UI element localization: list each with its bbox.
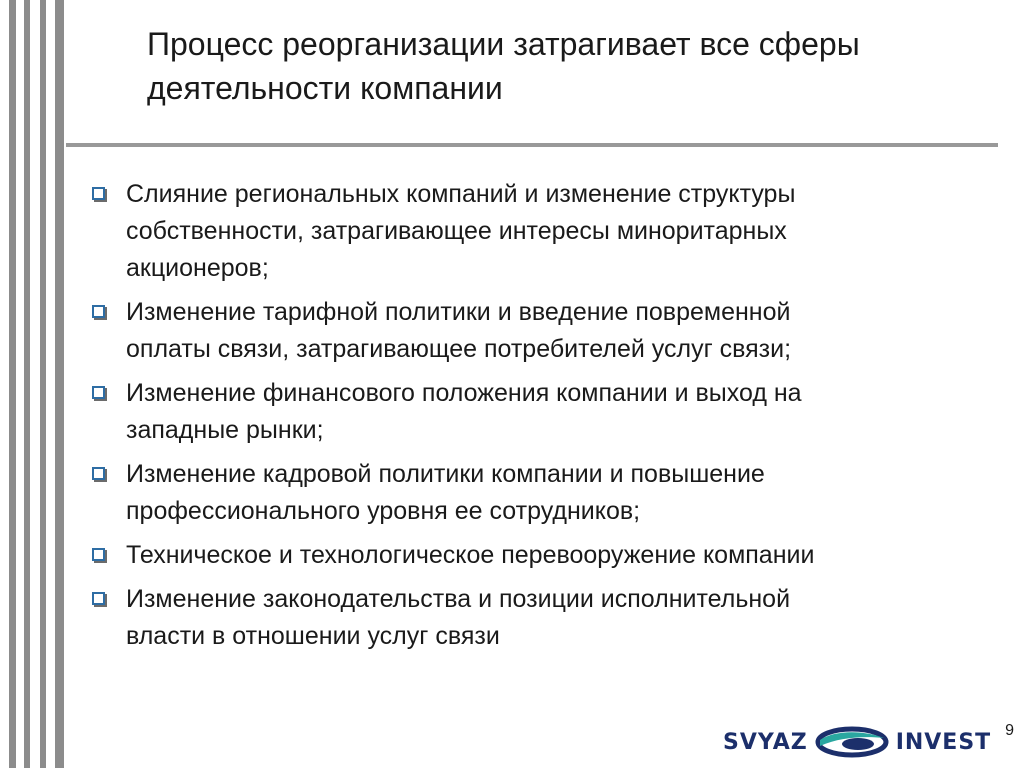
checkbox-icon xyxy=(92,592,105,605)
decorative-stripe-1 xyxy=(9,0,16,768)
bullet-item xyxy=(88,456,988,530)
slide-title-line: Процесс реорганизации затрагивает все сферы xyxy=(147,26,860,62)
bullet-text-line: оплаты связи, затрагивающее потребителей услуг связи; xyxy=(126,335,792,363)
bullet-text-line: власти в отношении услуг связи xyxy=(126,622,500,650)
company-logo xyxy=(723,724,991,760)
bullet-item xyxy=(88,537,988,574)
bullet-text-line: собственности, затрагивающее интересы миноритарных xyxy=(126,217,787,245)
bullet-item xyxy=(88,176,988,287)
slide-title-line: деятельности компании xyxy=(147,70,503,106)
bullet-text-line: западные рынки; xyxy=(126,416,324,444)
bullet-text-line: Изменение кадровой политики компании и повышение xyxy=(126,460,765,488)
checkbox-icon xyxy=(92,467,105,480)
page-number: 9 xyxy=(1005,722,1014,739)
bullet-text-line: Слияние региональных компаний и изменение структуры xyxy=(126,180,796,208)
decorative-stripe-3 xyxy=(40,0,46,768)
bullet-text-line: акционеров; xyxy=(126,254,269,282)
bullet-item xyxy=(88,581,988,655)
bullet-list xyxy=(88,176,988,662)
checkbox-icon xyxy=(92,305,105,318)
checkbox-icon xyxy=(92,548,105,561)
bullet-text-line: Изменение финансового положения компании и выход на xyxy=(126,379,802,407)
logo-text-right: INVEST xyxy=(895,729,992,755)
bullet-item xyxy=(88,375,988,449)
bullet-text-line: Техническое и технологическое перевооружение компании xyxy=(126,541,815,569)
bullet-text-line: Изменение тарифной политики и введение повременной xyxy=(126,298,791,326)
decorative-stripe-2 xyxy=(24,0,30,768)
slide-title xyxy=(147,22,987,110)
checkbox-icon xyxy=(92,187,105,200)
logo-text-left: SVYAZ xyxy=(723,729,808,755)
decorative-stripe-4 xyxy=(55,0,64,768)
svyazinvest-logo-icon xyxy=(814,724,890,760)
bullet-text-line: Изменение законодательства и позиции исполнительной xyxy=(126,585,791,613)
title-divider xyxy=(66,143,998,147)
bullet-text-line: профессионального уровня ее сотрудников; xyxy=(126,497,641,525)
checkbox-icon xyxy=(92,386,105,399)
bullet-item xyxy=(88,294,988,368)
